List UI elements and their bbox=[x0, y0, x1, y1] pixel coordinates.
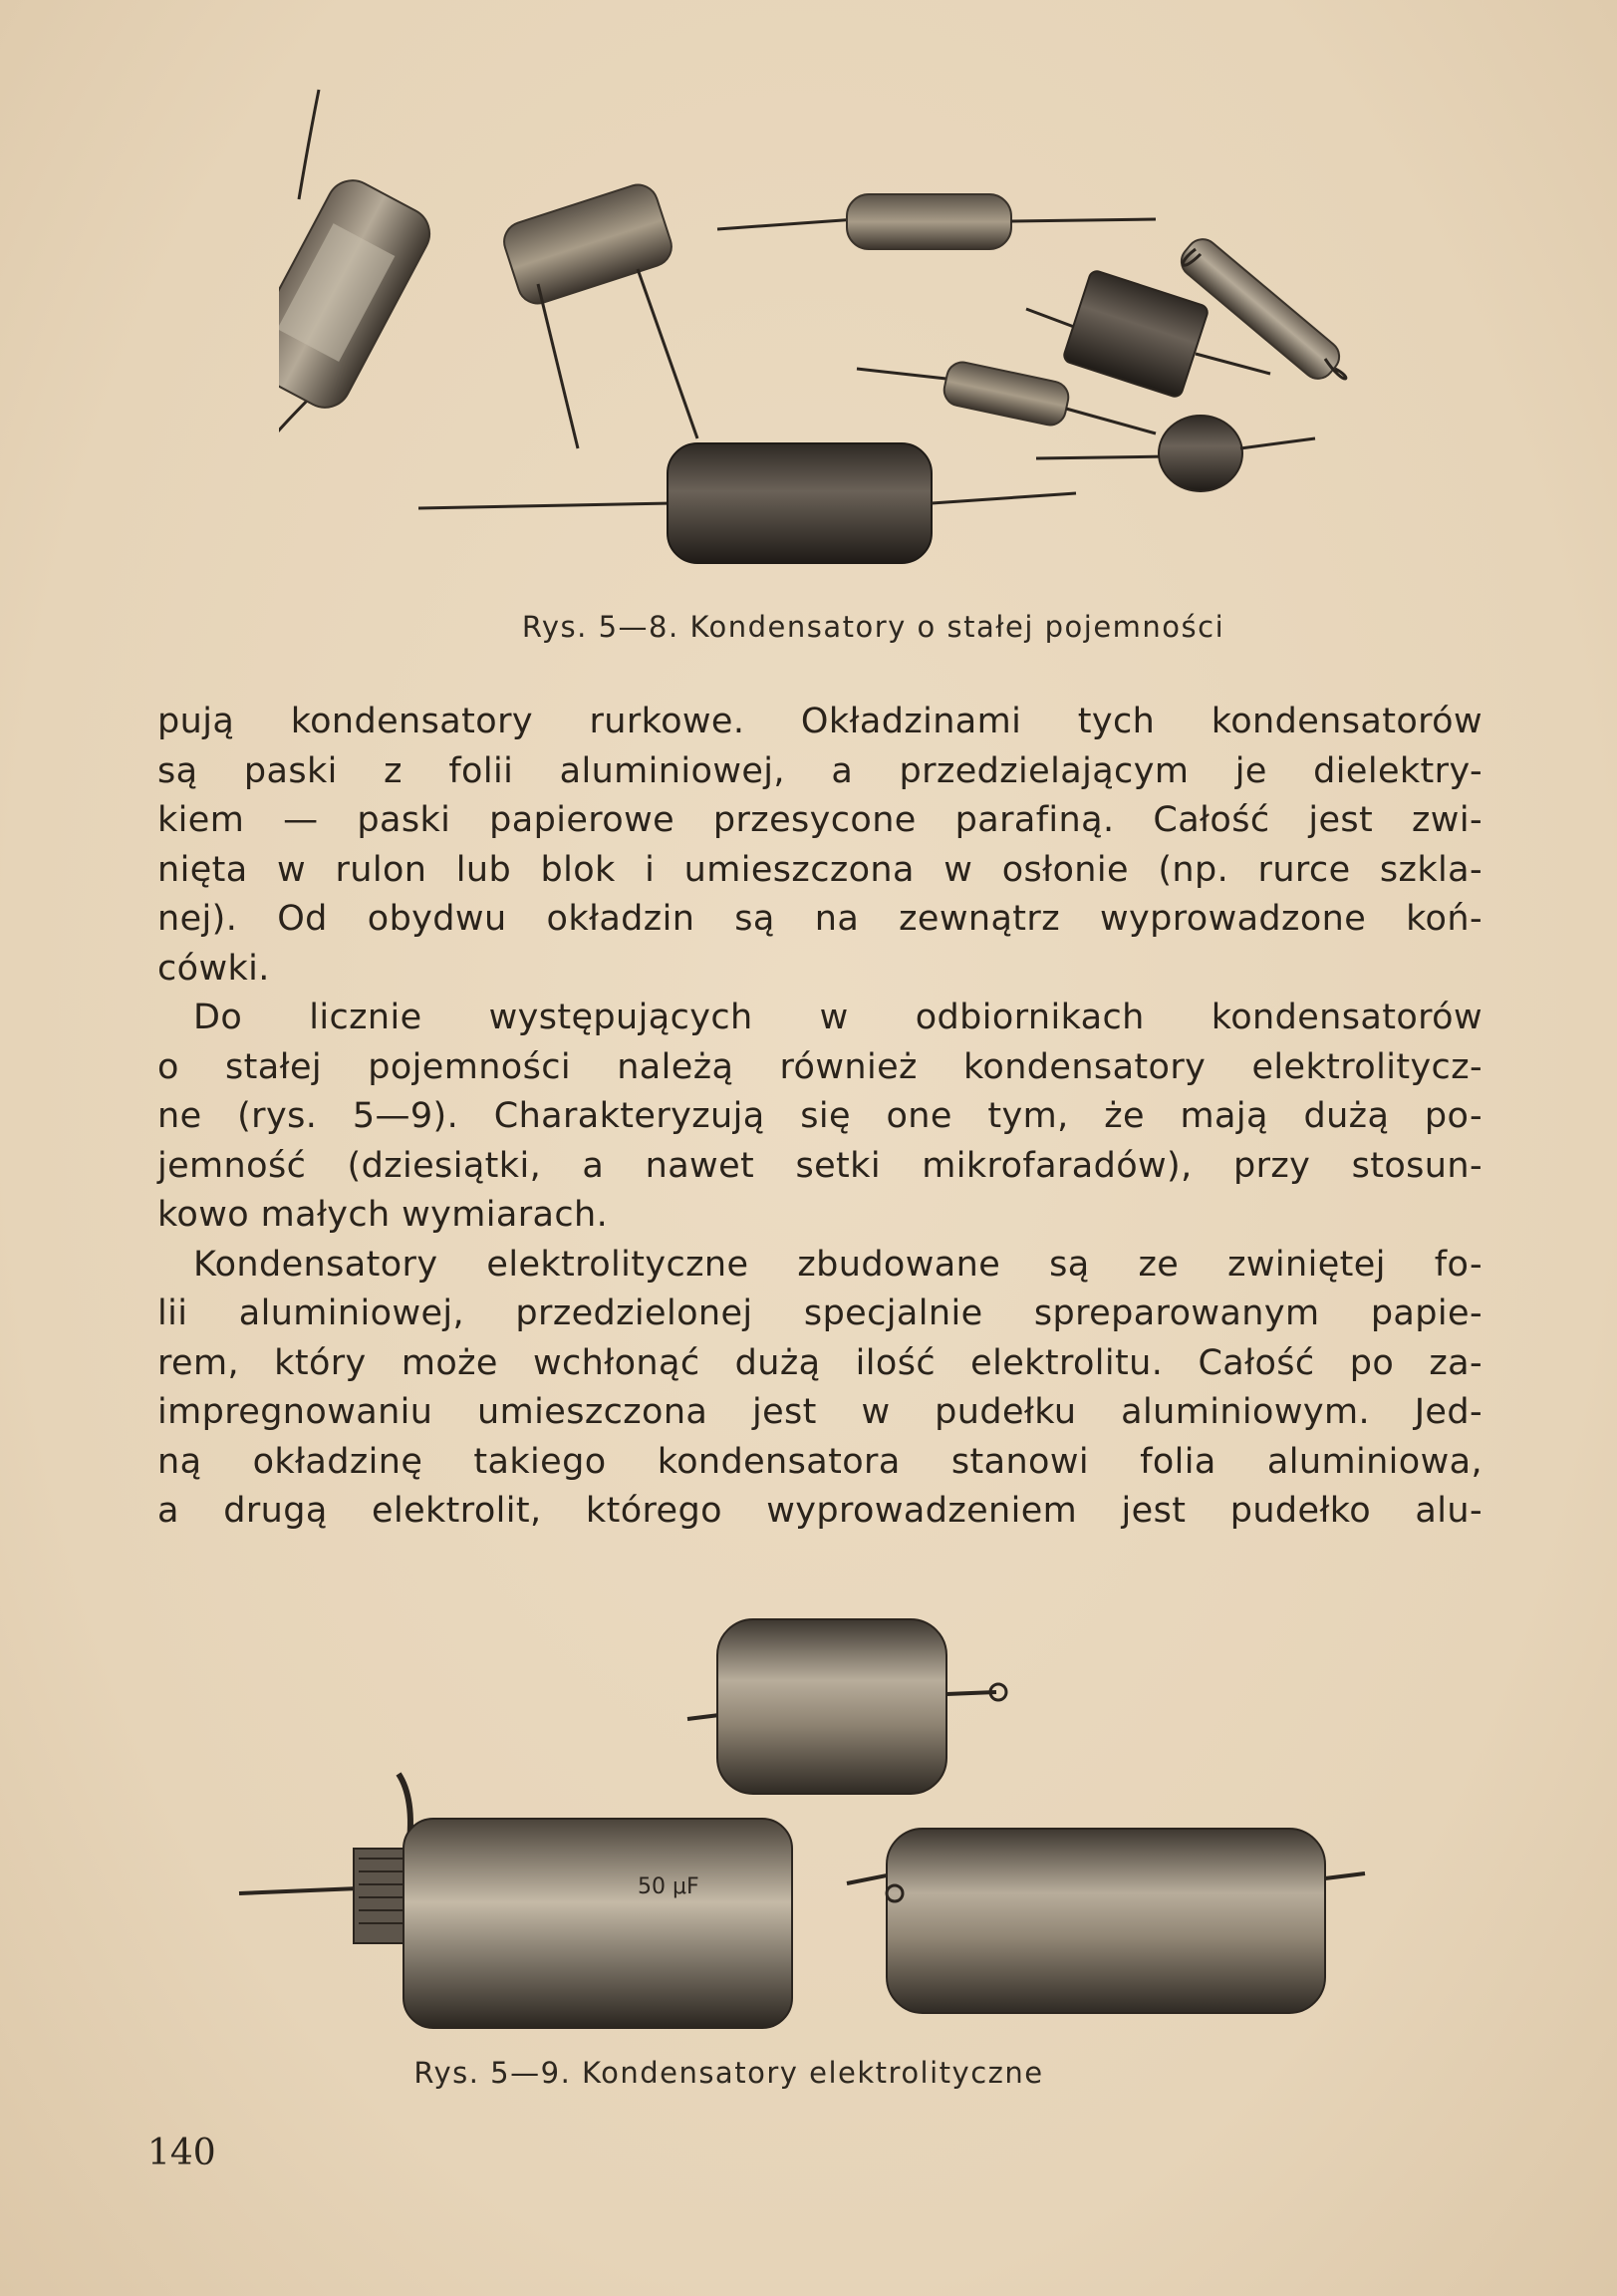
text-line: ne (rys. 5—9). Charakteryzują się one tym, że mają dużą po- bbox=[157, 1096, 1482, 1136]
text-line: Do licznie występujących w odbiornikach kondensatorów bbox=[193, 998, 1482, 1037]
text-line: a drugą elektrolit, którego wyprowadzeniem jest pudełko alu- bbox=[157, 1491, 1482, 1531]
text-line: kowo małych wymiarach. bbox=[157, 1195, 609, 1235]
capacitor-electrolytic-small bbox=[687, 1619, 1006, 1794]
figure-caption-5-8: Rys. 5—8. Kondensatory o stałej pojemności bbox=[521, 610, 1225, 644]
text-line: lii aluminiowej, przedzielonej specjalnie spreparowanym papie- bbox=[157, 1293, 1482, 1333]
capacitor-axial-top bbox=[717, 194, 1156, 249]
text-line: ną okładzinę takiego kondensatora stanowi folia aluminiowa, bbox=[157, 1441, 1482, 1482]
capacitor-large-axial bbox=[418, 443, 1076, 563]
capacitor-disc bbox=[1036, 416, 1315, 491]
capacitor-electrolytic-long bbox=[847, 1829, 1365, 2013]
text-line: nięta w rulon lub blok i umieszczona w osłonie (np. rurce szkla- bbox=[157, 849, 1482, 890]
figure-fixed-capacitors bbox=[279, 80, 1375, 598]
text-line: nej). Od obydwu okładzin są na zewnątrz wyprowadzone koń- bbox=[157, 899, 1482, 939]
text-line: pują kondensatory rurkowe. Okładzinami tych kondensatorów bbox=[157, 702, 1482, 741]
capacitor-small-radial bbox=[499, 179, 697, 448]
page-number: 140 bbox=[147, 2133, 216, 2173]
text-line: cówki. bbox=[157, 948, 270, 989]
capacitor-electrolytic-threaded bbox=[239, 1774, 792, 2028]
text-line: rem, który może wchłonąć dużą ilość elektrolitu. Całość po za- bbox=[157, 1342, 1482, 1383]
paragraph-1 bbox=[157, 698, 1482, 994]
capacitance-label: 50 μF bbox=[638, 1874, 699, 1899]
body-text bbox=[157, 698, 1482, 1537]
capacitor-large-tubular bbox=[279, 90, 438, 478]
figure-caption-5-9: Rys. 5—9. Kondensatory elektrolityczne bbox=[413, 2056, 1044, 2090]
paragraph-3 bbox=[157, 1241, 1482, 1537]
figure-electrolytic-capacitors bbox=[219, 1614, 1415, 2043]
text-line: kiem — paski papierowe przesycone parafiną. Całość jest zwi- bbox=[157, 800, 1482, 840]
text-line: o stałej pojemności należą również kondensatory elektrolitycz- bbox=[157, 1046, 1482, 1087]
text-line: impregnowaniu umieszczona jest w pudełku aluminiowym. Jed- bbox=[157, 1392, 1482, 1432]
text-line: są paski z folii aluminiowej, a przedzielającym je dielektry- bbox=[157, 750, 1482, 791]
paragraph-2 bbox=[157, 994, 1482, 1241]
text-line: jemność (dziesiątki, a nawet setki mikrofaradów), przy stosun- bbox=[157, 1145, 1482, 1186]
text-line: Kondensatory elektrolityczne zbudowane są ze zwiniętej fo- bbox=[193, 1244, 1482, 1285]
